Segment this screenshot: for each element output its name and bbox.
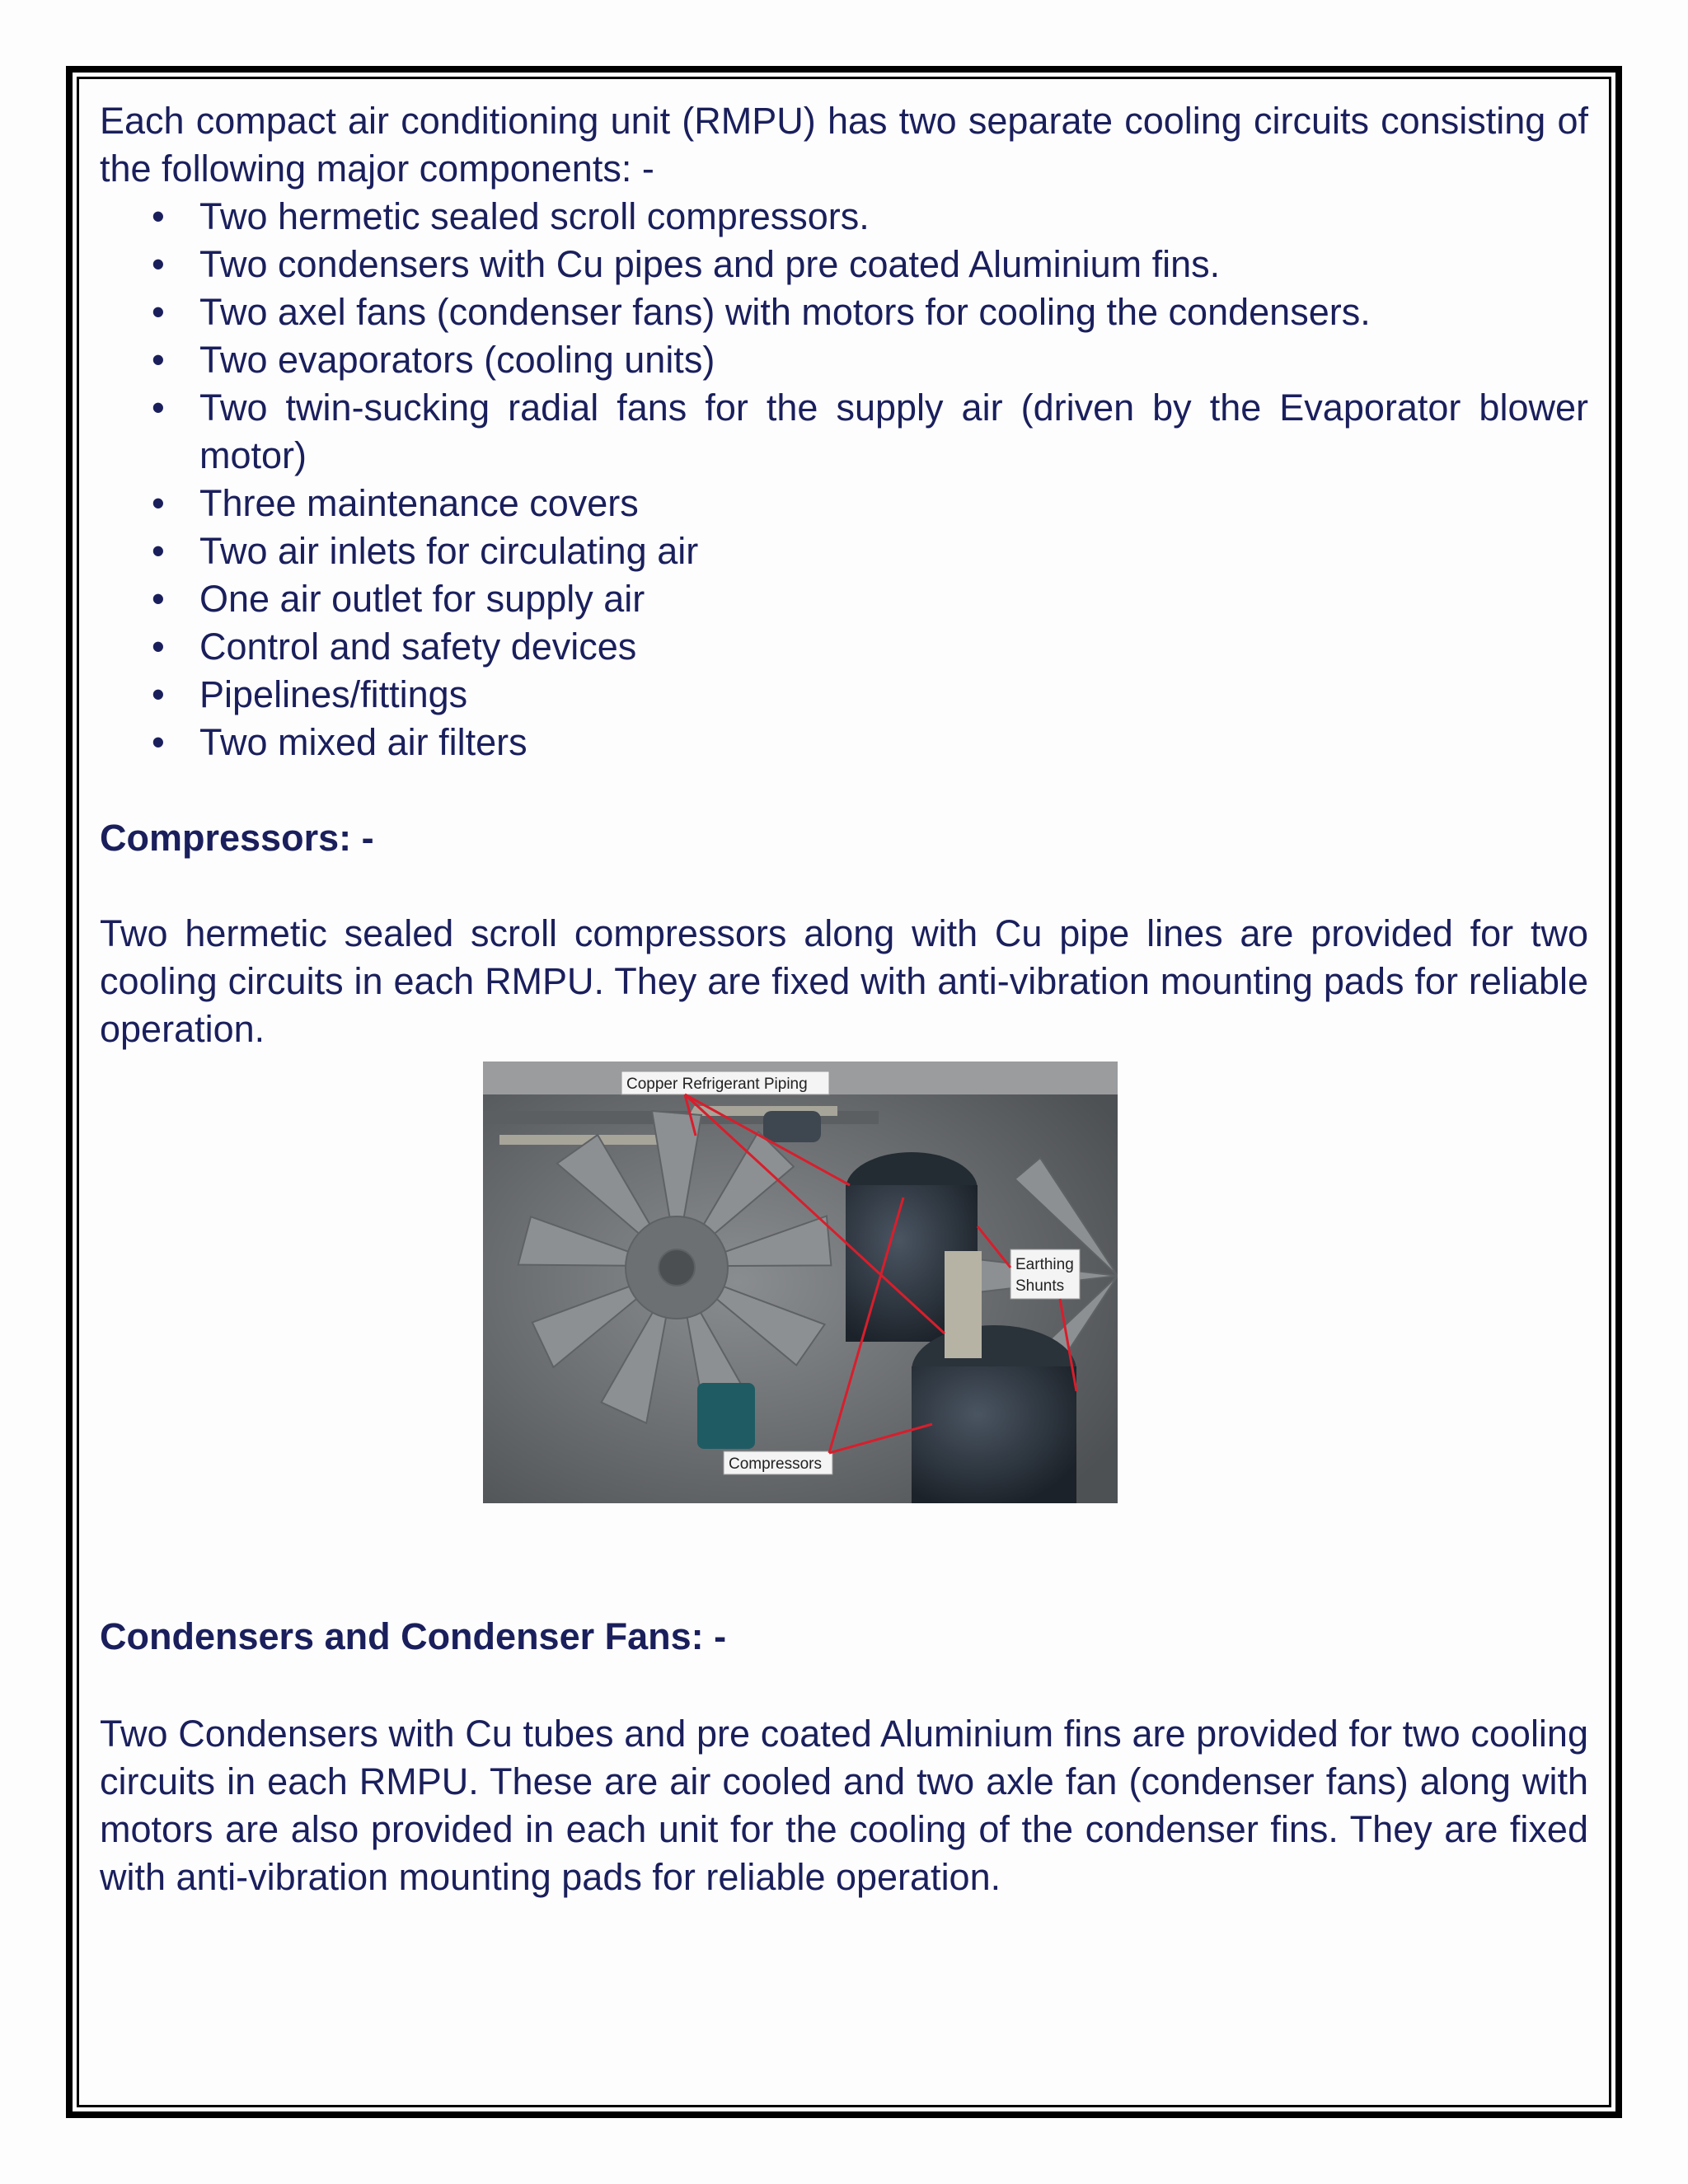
document-body <box>100 97 1588 1053</box>
bullet-icon: • <box>152 578 165 620</box>
label-compressors: Compressors <box>729 1455 822 1473</box>
intro-paragraph: Each compact air conditioning unit (RMPU) has two separate cooling circuits consisting of the following major components: - <box>100 100 1588 190</box>
component-text: Two mixed air filters <box>199 721 528 763</box>
components-list <box>100 193 1588 766</box>
bullet-icon: • <box>152 339 165 381</box>
component-text: Two air inlets for circulating air <box>199 530 699 572</box>
component-list-item <box>100 193 1588 241</box>
label-earthing-line2: Shunts <box>1015 1277 1065 1295</box>
component-list-item <box>100 241 1588 288</box>
bullet-icon: • <box>152 530 165 572</box>
component-list-item <box>100 719 1588 766</box>
component-list-item <box>100 336 1588 384</box>
component-list-item <box>100 288 1588 336</box>
compressor-photo-illustration <box>483 1062 1118 1503</box>
bullet-icon: • <box>152 482 165 524</box>
bullet-icon: • <box>152 626 165 668</box>
component-list-item <box>100 575 1588 623</box>
bullet-icon: • <box>152 243 165 285</box>
bullet-icon: • <box>152 195 165 237</box>
label-copper-refrigerant-piping: Copper Refrigerant Piping <box>626 1076 808 1093</box>
component-text: One air outlet for supply air <box>199 578 645 620</box>
component-list-item <box>100 480 1588 527</box>
component-text: Two axel fans (condenser fans) with motors for cooling the condensers. <box>199 291 1371 333</box>
compressors-paragraph: Two hermetic sealed scroll compressors along with Cu pipe lines are provided for two cooling circuits in each RMPU. They are fixed with anti-vibration mounting pads for reliable operation. <box>100 912 1588 1050</box>
compressors-heading: Compressors: - <box>100 817 374 859</box>
component-list-item <box>100 623 1588 671</box>
component-list-item <box>100 527 1588 575</box>
condensers-paragraph: Two Condensers with Cu tubes and pre coated Aluminium fins are provided for two cooling circuits in each RMPU. These are air cooled and two axle fan (condenser fans) along with motors are also provided in each unit for the cooling of the condenser fins. They are fixed with anti-vibration mounting pads for reliable operation. <box>100 1713 1588 1898</box>
component-text: Two evaporators (cooling units) <box>199 339 715 381</box>
component-text: Two condensers with Cu pipes and pre coated Aluminium fins. <box>199 243 1221 285</box>
component-text: Control and safety devices <box>199 626 637 668</box>
component-text: Two twin-sucking radial fans for the supply air (driven by the Evaporator blower motor) <box>199 387 1588 476</box>
bullet-icon: • <box>152 387 165 429</box>
component-list-item <box>100 671 1588 719</box>
component-list-item <box>100 384 1588 480</box>
component-text: Pipelines/fittings <box>199 673 468 715</box>
compressor-photo <box>483 1062 1118 1503</box>
condensers-heading: Condensers and Condenser Fans: - <box>100 1615 727 1657</box>
bullet-icon: • <box>152 673 165 715</box>
component-text: Two hermetic sealed scroll compressors. <box>199 195 870 237</box>
bullet-icon: • <box>152 291 165 333</box>
label-earthing-line1: Earthing <box>1015 1256 1074 1273</box>
component-text: Three maintenance covers <box>199 482 639 524</box>
bullet-icon: • <box>152 721 165 763</box>
